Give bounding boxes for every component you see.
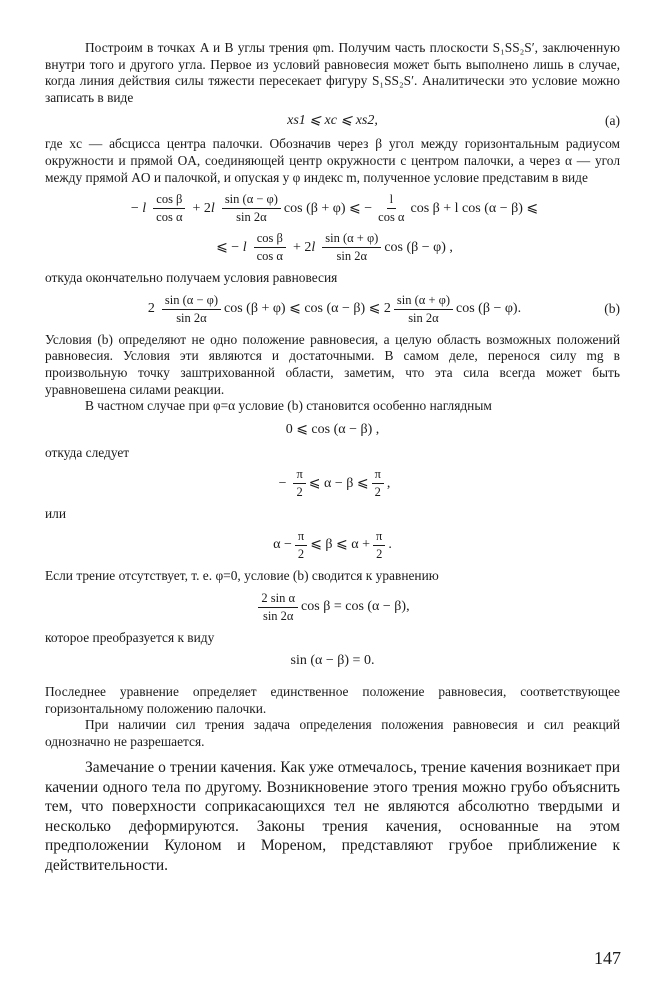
eq-text: cos (β − φ).	[456, 301, 522, 317]
frac-den: 2	[376, 546, 383, 561]
paragraph-7: или	[45, 506, 67, 522]
frac-den: sin 2α	[336, 249, 368, 264]
eq-text: cos (β + φ) ⩽ −	[283, 200, 373, 216]
paragraph-5: В частном случае при φ=α условие (b) становится особенно наглядным	[85, 398, 492, 414]
equation-1-line-2: ⩽ − l $\frac{\text{cos β}}{\text{cos α}}$ + 2l $\frac{\sin (\alpha + \varphi)}{\sin 2\alpha}$ cos (β − φ) ,	[216, 231, 453, 264]
frac-den: 2	[297, 546, 305, 561]
frac-num: sin (α − φ)	[222, 192, 281, 209]
equation-a-body: xs1 ⩽ xc ⩽ xs2,	[287, 113, 378, 129]
paragraph-6: откуда следует	[45, 444, 130, 460]
frac-num: cos β	[153, 192, 185, 209]
eq-text: sin (α − β) = 0.	[290, 653, 375, 669]
paragraph-1: Построим в точках A и B углы трения φm. Получим часть плоскости S₁SS₂S′, заключенную внутри того и другого угла. Первое из условий равновесия может быть выполнено лишь в случае, когда линия действия силы тяжести пересекает фигуру S₁SS₂S′. Аналитически это условие можно записать в виде	[45, 40, 620, 105]
frac-den: 2	[296, 485, 303, 500]
frac-num: 2 sin α	[258, 591, 298, 608]
eq-text: cos β + l cos (α − β) ⩽	[410, 200, 539, 216]
equation-c	[45, 421, 620, 439]
frac-den: 2	[374, 485, 381, 500]
frac-num: π	[373, 529, 385, 546]
frac-num: cos β	[254, 231, 286, 248]
equation-e: α − $\frac{\pi}{2}$ ⩽ β ⩽ α + $\frac{\pi}{2}$ .	[273, 528, 392, 561]
page-body	[45, 40, 620, 875]
frac-den: sin 2α	[176, 310, 207, 325]
frac-num: sin (α − φ)	[162, 293, 221, 310]
frac-num: π	[295, 529, 307, 546]
equation-a-tag: (a)	[605, 113, 620, 129]
eq-text: cos (β − φ) ,	[384, 239, 453, 255]
frac-num: l	[387, 192, 396, 209]
paragraph-3: откуда окончательно получаем условия равновесия	[45, 270, 338, 286]
frac-den: sin 2α	[236, 210, 267, 225]
eq-text: ⩽ β ⩽ α +	[310, 537, 371, 553]
paragraph-10: Последнее уравнение определяет единственное положение равновесия, соответствующее горизонтальному положению палочки.	[45, 684, 620, 716]
paragraph-4: Условия (b) определяют не одно положение равновесия, а целую область возможных положений равновесия. Условия эти являются и достаточными. В самом деле, перенося силу mg в произвольную точку заштрихованной области, заметим, что эта сила всегда может быть уравновешена силами реакции.	[45, 331, 620, 397]
equation-b: 2 $\frac{\sin (\alpha - \varphi)}{\sin 2\alpha}$ cos (β + φ) ⩽ cos (α − β) ⩽ 2 $\frac{\sin (\alpha + \varphi)}{\sin 2\alpha}$ cos (β − φ). (b)	[147, 292, 620, 325]
frac-den: sin 2α	[262, 608, 294, 623]
frac-den: cos α	[156, 210, 183, 225]
frac-num: π	[372, 467, 384, 484]
paragraph-8: Если трение отсутствует, т. е. φ=0, условие (b) сводится к уравнению	[45, 567, 439, 583]
frac-num: sin (α + φ)	[394, 293, 453, 310]
eq-text: cos β = cos (α − β),	[301, 599, 410, 614]
eq-text: 0 ⩽ cos (α − β) ,	[285, 421, 380, 437]
paragraph-2: где xc — абсцисса центра палочки. Обозначив через β угол между горизонтальным радиусом окружности и прямой OA, соединяющей центр окружности с центром палочки, а через α — угол между прямой AO и палочкой, и опуская у φ индекс m, полученное условие представим в виде	[45, 136, 620, 185]
frac-den: sin 2α	[408, 310, 439, 325]
frac-den: cos α	[256, 249, 283, 264]
equation-1-line-1: − l $\frac{\text{cos β}}{\text{cos α}}$ + 2l $\frac{\sin (\alpha - \varphi)}{\sin 2\alpha}$ cos (β + φ) ⩽ − $\frac{l}{\text{cos α}}$ cos β + l cos (α − β) ⩽	[130, 192, 539, 225]
equation-d: − $\frac{\pi}{2}$ ⩽ α − β ⩽ $\frac{\pi}{2}$ ,	[278, 467, 391, 500]
equation-g	[45, 652, 620, 670]
paragraph-12: Замечание о трении качения. Как уже отмечалось, трение качения возникает при качении одного тела по другому. Возникновение этого трения можно грубо объяснить тем, что поверхности соприкасающихся тел не являются абсолютно твердыми и несколько деформируются. Законы трения качения, основанные на этом предположении Кулоном и Мореном, представляют грубое приближение к действительности.	[45, 759, 620, 874]
frac-num: sin (α + φ)	[322, 231, 381, 248]
frac-num: π	[293, 467, 305, 484]
equation-f	[45, 591, 620, 624]
frac-den: cos α	[378, 210, 405, 225]
paragraph-11: При наличии сил трения задача определения положения равновесия и сил реакций однозначно не разрешается.	[45, 717, 620, 749]
eq-text: ⩽ α − β ⩽	[308, 475, 369, 491]
equation-a	[45, 112, 620, 130]
equation-b-tag: (b)	[604, 301, 620, 317]
page-number: 147	[594, 948, 621, 968]
paragraph-9: которое преобразуется к виду	[45, 629, 215, 645]
eq-text: cos (β + φ) ⩽ cos (α − β) ⩽ 2	[224, 301, 391, 317]
